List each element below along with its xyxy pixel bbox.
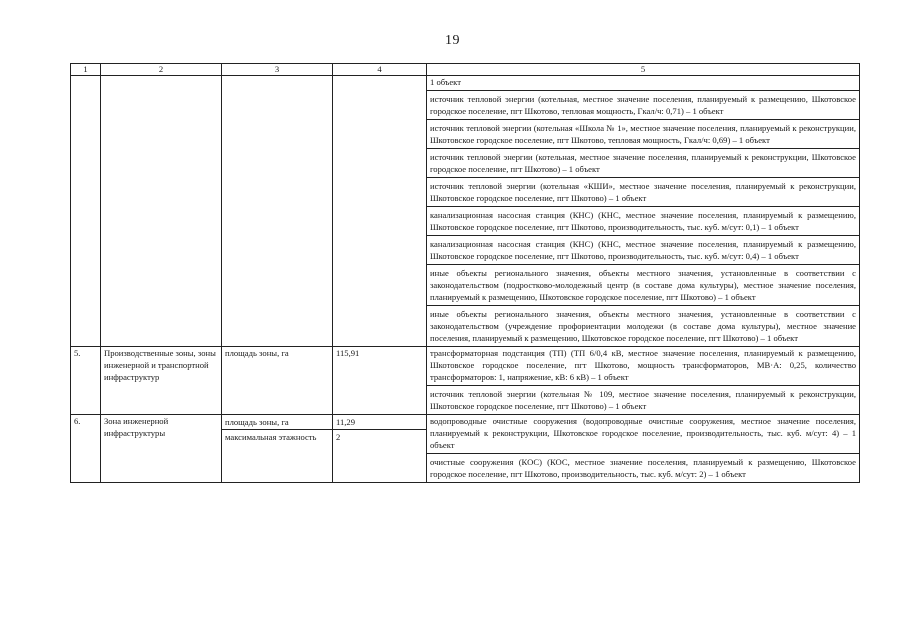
object-entry: иные объекты регионального значения, объекты местного значения, установленные в соответствии с законодательством (учреждение профориентации молодежи (в составе дома культуры), местное значение поселения, планируемый к размещению, Шкотовское городское поселение, пгт Шкотово) – 1 объект — [427, 305, 859, 346]
row-number-cell: 5. — [71, 347, 101, 415]
header-cell: 1 — [71, 64, 101, 76]
row-number-cell: 6. — [71, 415, 101, 483]
objects-cell — [427, 347, 860, 415]
object-entry: источник тепловой энергии (котельная «КШИ», местное значение поселения, планируемый к реконструкции, Шкотовское городское поселение, пгт Шкотово) – 1 объект — [427, 177, 859, 206]
zone-name-cell: Зона инженерной инфраструктуры — [101, 415, 222, 483]
object-entry: очистные сооружения (КОС) (КОС, местное значение поселения, планируемый к размещению, Шкотовское городское поселение, пгт Шкотово, производительность, тыс. куб. м/сут: 2) – 1 объект — [427, 453, 859, 482]
param-name-2: максимальная этажность — [222, 429, 332, 444]
objects-cell — [427, 415, 860, 483]
param-name-cell: площадь зоны, га — [222, 347, 333, 415]
object-entry: водопроводные очистные сооружения (водопроводные очистные сооружения, местное значение поселения, планируемый к реконструкции, Шкотовское городское поселение, производительность, тыс. куб. м/сут: 4) – 1 объект — [430, 416, 856, 450]
object-entry: источник тепловой энергии (котельная № 109, местное значение поселения, планируемый к реконструкции, Шкотовское городское поселение, пгт Шкотово) – 1 объект — [427, 385, 859, 414]
header-cell: 3 — [222, 64, 333, 76]
table-row-continued — [71, 76, 860, 347]
param-value-cell — [333, 76, 427, 347]
objects-cell — [427, 76, 860, 347]
zone-name-cell: Производственные зоны, зоны инженерной и транспортной инфраструктур — [101, 347, 222, 415]
header-cell: 5 — [427, 64, 860, 76]
object-entry: источник тепловой энергии (котельная «Школа № 1», местное значение поселения, планируемый к реконструкции, Шкотовское городское поселение, пгт Шкотово, тепловая мощность, Гкал/ч: 0,69) – 1 объект — [427, 119, 859, 148]
param-name-cell — [222, 415, 333, 483]
param-name-1: площадь зоны, га — [225, 417, 289, 427]
header-cell: 2 — [101, 64, 222, 76]
object-entry: канализационная насосная станция (КНС) (КНС, местное значение поселения, планируемый к размещению, Шкотовское городское поселение, пгт Шкотово, производительность, тыс. куб. м/сут: 0,1) – 1 объект — [427, 206, 859, 235]
object-entry: источник тепловой энергии (котельная, местное значение поселения, планируемый к реконструкции, Шкотовское городское поселение, пгт Шкотово) – 1 объект — [427, 148, 859, 177]
row-number-cell — [71, 76, 101, 347]
object-entry: источник тепловой энергии (котельная, местное значение поселения, планируемый к размещению, Шкотовское городское поселение, пгт Шкотово, тепловая мощность, Гкал/ч: 0,71) – 1 объект — [427, 90, 859, 119]
page-number: 19 — [445, 33, 460, 48]
param-name-cell — [222, 76, 333, 347]
object-entry: 1 объект — [430, 77, 461, 87]
table-row-6 — [71, 415, 860, 483]
header-row — [71, 64, 860, 76]
object-entry: трансформаторная подстанция (ТП) (ТП 6/0,4 кВ, местное значение поселения, планируемый к размещению, Шкотовское городское поселение, пгт Шкотово, мощность трансформаторов, МВ·А: 0,25, количество трансформаторов: 1, напряжение, кВ: 6 кВ) – 1 объект — [430, 348, 856, 382]
header-cell: 4 — [333, 64, 427, 76]
param-value-cell: 115,91 — [333, 347, 427, 415]
param-value-1: 11,29 — [336, 417, 356, 427]
zone-name-cell — [101, 76, 222, 347]
param-value-cell — [333, 415, 427, 483]
table-row-5 — [71, 347, 860, 415]
object-entry: иные объекты регионального значения, объекты местного значения, установленные в соответствии с законодательством (подростково-молодежный центр (в составе дома культуры), местное значение поселения, планируемый к размещению, Шкотовское городское поселение, пгт Шкотово) – 1 объект — [427, 264, 859, 305]
object-entry: канализационная насосная станция (КНС) (КНС, местное значение поселения, планируемый к размещению, Шкотовское городское поселение, пгт Шкотово, производительность, тыс. куб. м/сут: 0,4) – 1 объект — [427, 235, 859, 264]
zones-table — [70, 63, 860, 483]
param-value-2: 2 — [333, 429, 426, 444]
